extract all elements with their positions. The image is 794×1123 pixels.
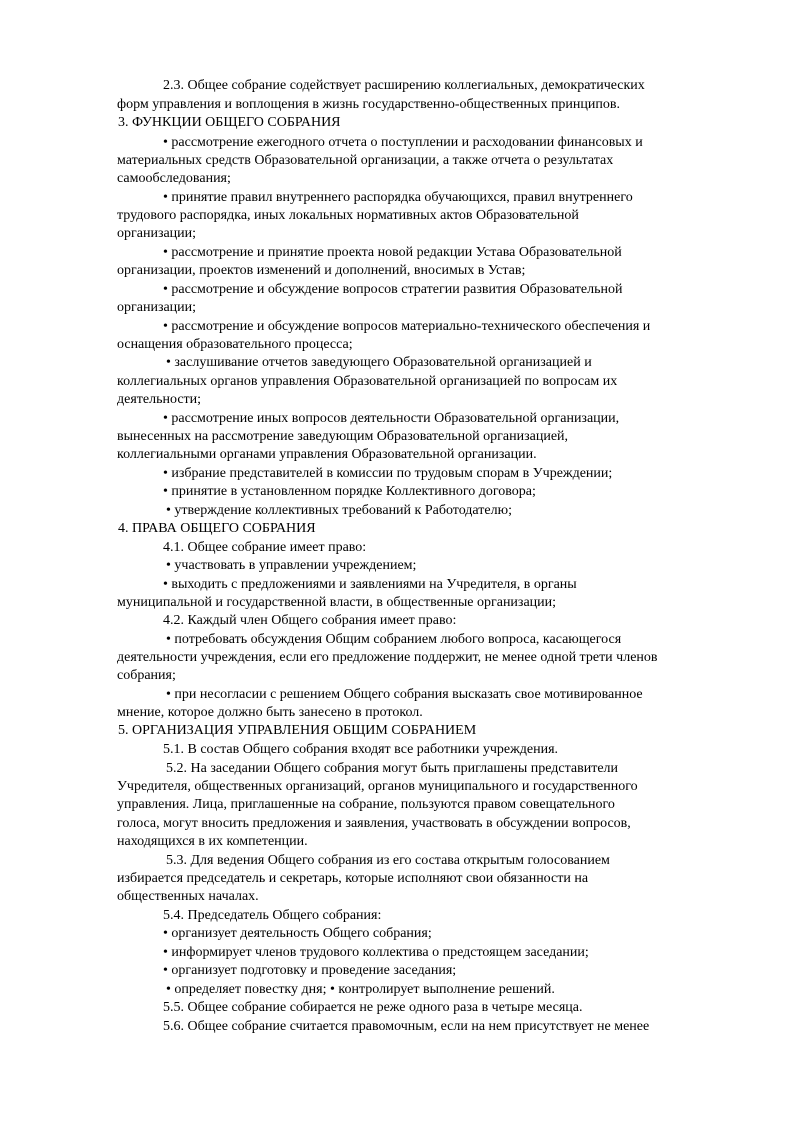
text-line: организации, проектов изменений и дополнений, вносимых в Устав; [117, 263, 526, 278]
list-item: • рассмотрение и обсуждение вопросов материально-технического обеспечения и [163, 319, 651, 334]
text-line: муниципальной и государственной власти, в общественные организации; [117, 595, 557, 610]
list-item: • организует деятельность Общего собрания; [163, 926, 432, 941]
text-line: коллегиальных органов управления Образовательной организацией по вопросам их [117, 374, 618, 389]
text-line: деятельности учреждения, если его предложение поддержит, не менее одной трети членов [117, 650, 658, 665]
text-line: собрания; [117, 668, 176, 683]
list-item: • рассмотрение и обсуждение вопросов стратегии развития Образовательной [163, 282, 623, 297]
list-item: • выходить с предложениями и заявлениями на Учредителя, в органы [163, 577, 577, 592]
text-line: мнение, которое должно быть занесено в протокол. [117, 705, 423, 720]
list-item: • участвовать в управлении учреждением; [166, 558, 417, 573]
text-line: 2.3. Общее собрание содействует расширению коллегиальных, демократических [163, 78, 645, 93]
list-item: • заслушивание отчетов заведующего Образовательной организацией и [166, 355, 592, 370]
text-line: Учредителя, общественных организаций, органов муниципального и государственного [117, 779, 638, 794]
text-line: 5.2. На заседании Общего собрания могут быть приглашены представители [166, 761, 619, 776]
text-line: деятельности; [117, 392, 202, 407]
text-line: вынесенных на рассмотрение заведующим Образовательной организацией, [117, 429, 569, 444]
list-item: • рассмотрение и принятие проекта новой редакции Устава Образовательной [163, 245, 622, 260]
text-line: трудового распорядка, иных локальных нормативных актов Образовательной [117, 208, 579, 223]
list-item: • избрание представителей в комиссии по трудовым спорам в Учреждении; [163, 466, 613, 481]
list-item: • потребовать обсуждения Общим собранием любого вопроса, касающегося [166, 632, 622, 647]
text-line: материальных средств Образовательной организации, а также отчета о результатах [117, 153, 614, 168]
text-line: коллегиальными органами управления Образовательной организации. [117, 447, 537, 462]
text-line: форм управления и воплощения в жизнь государственно-общественных принципов. [117, 97, 621, 112]
text-line: 5.4. Председатель Общего собрания: [163, 908, 382, 923]
text-line: находящихся в их компетенции. [117, 834, 308, 849]
text-line: управления. Лица, приглашенные на собрание, пользуются правом совещательного [117, 797, 615, 812]
list-item: • принятие в установленном порядке Коллективного договора; [163, 484, 536, 499]
text-line: оснащения образовательного процесса; [117, 337, 353, 352]
list-item: • определяет повестку дня; • контролирует выполнение решений. [166, 982, 555, 997]
list-item: • информирует членов трудового коллектива о предстоящем заседании; [163, 945, 589, 960]
text-line: 5.1. В состав Общего собрания входят все работники учреждения. [163, 742, 559, 757]
list-item: • при несогласии с решением Общего собрания высказать свое мотивированное [166, 687, 643, 702]
text-line: организации; [117, 226, 197, 241]
text-line: 4.1. Общее собрание имеет право: [163, 540, 367, 555]
section-heading: 3. ФУНКЦИИ ОБЩЕГО СОБРАНИЯ [118, 115, 341, 130]
text-line: общественных началах. [117, 889, 259, 904]
text-line: избирается председатель и секретарь, которые исполняют свои обязанности на [117, 871, 589, 886]
text-line: голоса, могут вносить предложения и заявления, участвовать в обсуждении вопросов, [117, 816, 631, 831]
list-item: • рассмотрение ежегодного отчета о поступлении и расходовании финансовых и [163, 135, 643, 150]
text-line: 5.3. Для ведения Общего собрания из его состава открытым голосованием [166, 853, 610, 868]
list-item: • рассмотрение иных вопросов деятельности Образовательной организации, [163, 411, 620, 426]
section-heading: 5. ОРГАНИЗАЦИЯ УПРАВЛЕНИЯ ОБЩИМ СОБРАНИЕМ [118, 723, 477, 738]
text-line: 5.6. Общее собрание считается правомочным, если на нем присутствует не менее [163, 1019, 650, 1034]
text-line: 4.2. Каждый член Общего собрания имеет право: [163, 613, 457, 628]
list-item: • утверждение коллективных требований к Работодателю; [166, 503, 512, 518]
text-line: организации; [117, 300, 197, 315]
list-item: • организует подготовку и проведение заседания; [163, 963, 457, 978]
section-heading: 4. ПРАВА ОБЩЕГО СОБРАНИЯ [118, 521, 316, 536]
text-line: самообследования; [117, 171, 231, 186]
list-item: • принятие правил внутреннего распорядка обучающихся, правил внутреннего [163, 190, 633, 205]
text-line: 5.5. Общее собрание собирается не реже одного раза в четыре месяца. [163, 1000, 583, 1015]
